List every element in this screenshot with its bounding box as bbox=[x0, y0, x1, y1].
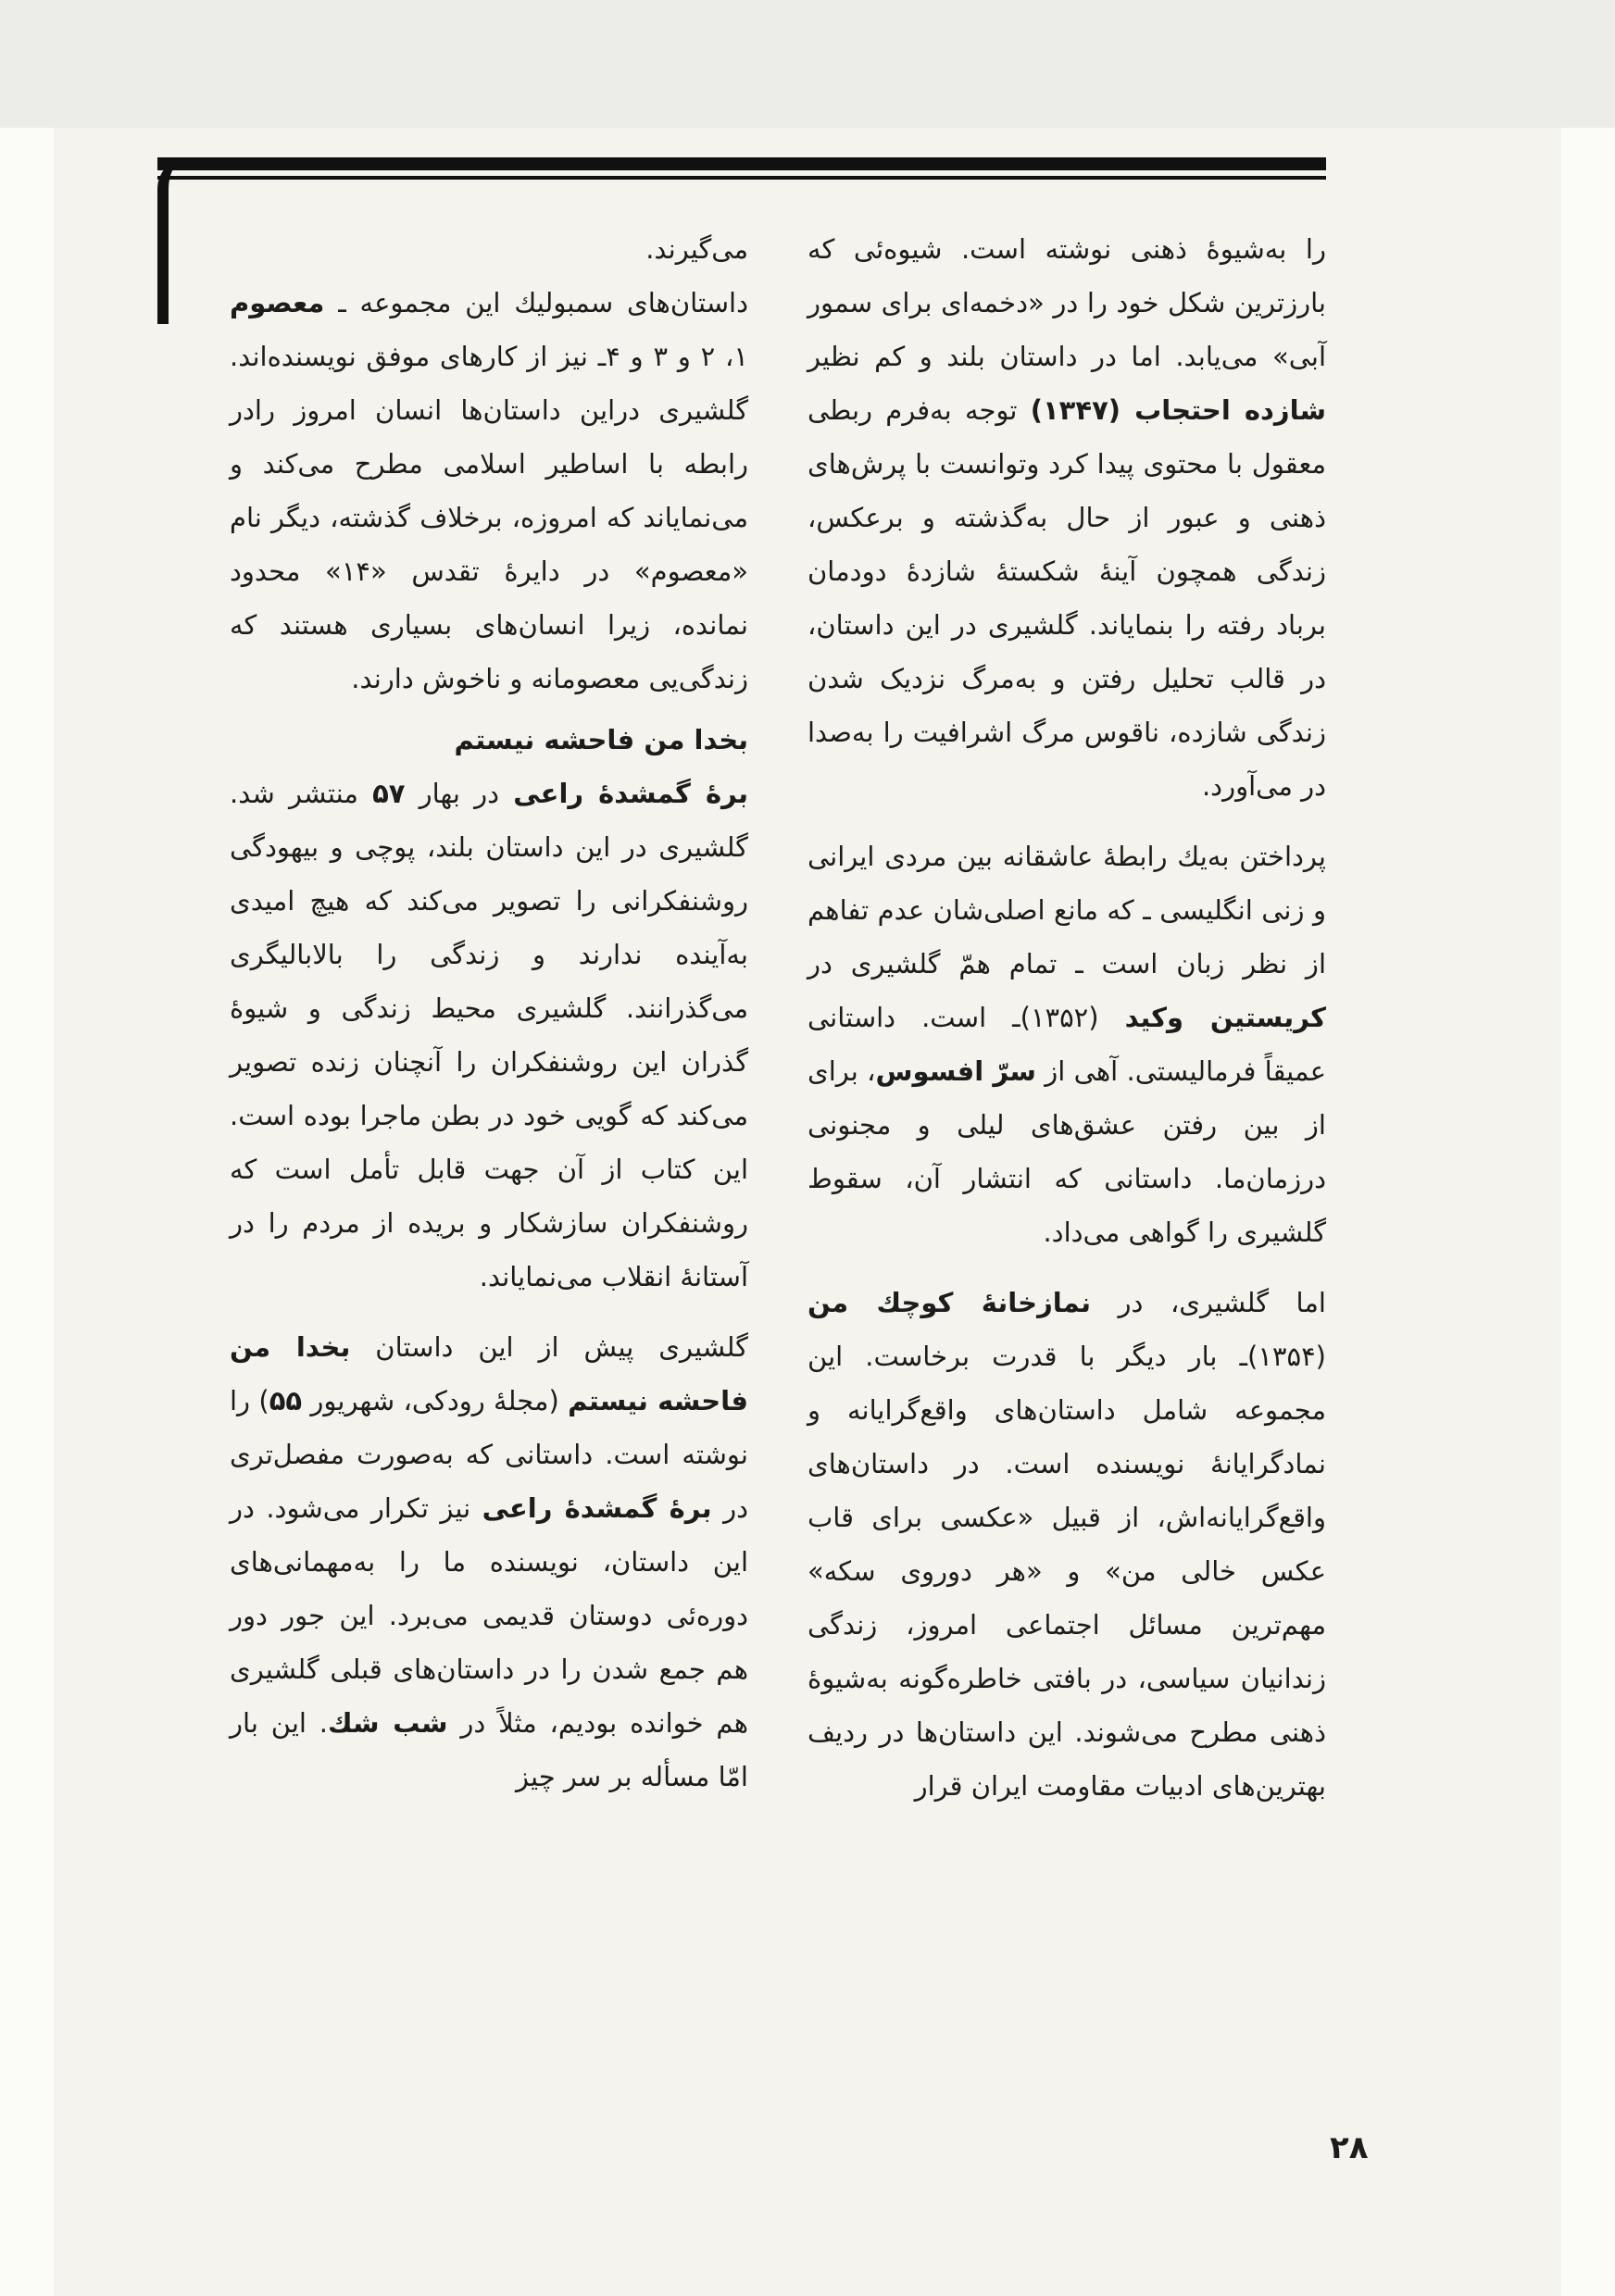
bold-title-run: سرّ افسوس bbox=[875, 1055, 1036, 1087]
right-paragraph-2 bbox=[808, 830, 1326, 1259]
bold-title-run: برهٔ گمشدهٔ راعی bbox=[513, 778, 748, 809]
page-number: ۲۸ bbox=[1330, 2129, 1369, 2166]
bold-title-run: نمازخانهٔ کوچك من bbox=[808, 1287, 1091, 1318]
text-run: اما گلشیری، در bbox=[1090, 1287, 1326, 1318]
text-run: . این بار امّا مسأله بر سر چیز bbox=[230, 1707, 748, 1792]
left-paragraph-4 bbox=[230, 1320, 748, 1803]
text-run: (۱۳۵۴)ـ بار دیگر با قدرت برخاست. این مجموعه شامل داستان‌های واقع‌گرایانه و نمادگرایانهٔ نویسنده است. در داستان‌های واقع‌گرایانه‌اش، از قبیل «عکسی برای قاب عکس خالی من» و «هر دوروی سکه» مهم‌ترین مسائل اجتماعی امروز، زندگی زندانیان سیاسی، در بافتی خاطره‌گونه به‌شیوهٔ ذهنی مطرح می‌شوند. این داستان‌ها در ردیف بهترین‌های ادبیات مقاومت ایران قرار bbox=[808, 1341, 1326, 1802]
text-run: پرداختن به‌یك رابطهٔ عاشقانه بین مردی ایرانی و زنی انگلیسی ـ که مانع اصلی‌شان عدم تفاهم از نظر زبان است ـ تمام همّ گلشیری در bbox=[808, 841, 1326, 980]
bold-title-run: ۵۷ bbox=[372, 778, 406, 809]
text-run: ۱، ۲ و ۳ و ۴ـ نیز از کارهای موفق نویسنده‌اند. گلشیری دراین داستان‌ها انسان امروز رادر رابطه با اساطیر اسلامی مطرح می‌کند و می‌نمایاند که امروزه، برخلاف گذشته، دیگر نام «معصوم» در دایرهٔ تقدس «۱۴» محدود نمانده، زیرا انسان‌های بسیاری هستند که زندگی‌یی معصومانه و ناخوش دارند. bbox=[230, 341, 748, 694]
text-run: (مجلهٔ رودکی، شهریور bbox=[302, 1385, 569, 1416]
section-heading: بخدا من فاحشه نیستم bbox=[454, 724, 748, 755]
left-paragraph-2 bbox=[230, 276, 748, 705]
right-paragraph-1 bbox=[808, 222, 1326, 813]
header-rule-thin bbox=[157, 176, 1326, 180]
text-run: می‌گیرند. bbox=[645, 233, 748, 265]
right-paragraph-3 bbox=[808, 1276, 1326, 1813]
bold-title-run: ۵۵ bbox=[269, 1385, 303, 1416]
bold-title-run: شب شك bbox=[328, 1707, 448, 1739]
text-run: در بهار bbox=[405, 778, 514, 809]
text-run: (۱۳۵۲)ـ است. داستانی عمیقاً فرمالیستی. آهی از bbox=[808, 1002, 1326, 1087]
left-column bbox=[230, 222, 748, 1803]
text-run: ) را نوشته است. داستانی که به‌صورت مفصل‌تری در bbox=[230, 1385, 749, 1524]
text-run: گلشیری پیش از این داستان bbox=[350, 1331, 748, 1363]
right-column bbox=[808, 222, 1326, 1813]
left-paragraph-3 bbox=[230, 767, 748, 1304]
text-run: را به‌شیوهٔ ذهنی نوشته است. شیوه‌ئی که بارزترین شکل خود را در «دخمه‌ای برای سمور آبی» می‌یابد. اما در داستان بلند و کم نظیر bbox=[808, 233, 1326, 372]
text-run: داستان‌های سمبولیك این مجموعه ـ bbox=[324, 287, 748, 318]
text-run: ، برای از بین رفتن عشق‌های لیلی و مجنونی درزمان‌ما. داستانی که انتشار آن، سقوط گلشیری را گواهی می‌داد. bbox=[808, 1055, 1326, 1248]
left-paragraph-1 bbox=[230, 222, 748, 276]
bold-title-run: بخدا من فاحشه نیستم bbox=[230, 1331, 749, 1416]
scan-top-edge bbox=[0, 0, 1615, 128]
text-run: نیز تکرار می‌شود. در این داستان، نویسنده ما را به‌مهمانی‌های دوره‌ئی دوستان قدیمی می‌برد. این جور دور هم جمع شدن را در داستان‌های قبلی گلشیری هم خوانده بودیم، مثلاً در bbox=[230, 1492, 748, 1739]
header-rule-thick bbox=[157, 157, 1326, 170]
text-run: توجه به‌فرم ربطی معقول با محتوی پیدا کرد وتوانست با پرش‌های ذهنی و عبور از حال به‌گذشته و برعکس، زندگی همچون آینهٔ شکستهٔ شازدهٔ دودمان برباد رفته را بنمایاند. گلشیری در این داستان، در قالب تحلیل رفتن و به‌مرگ نزدیک شدن زندگی شازده، ناقوس مرگ اشرافیت را به‌صدا در می‌آورد. bbox=[808, 394, 1326, 802]
bold-title-run: معصوم bbox=[230, 287, 325, 318]
bold-title-run: کریستین وکید bbox=[1124, 1002, 1326, 1033]
text-run: منتشر شد. گلشیری در این داستان بلند، پوچی و بیهودگی روشنفکرانی را تصویر می‌کند که هیچ امیدی به‌آینده ندارند و زندگی را بالابالیگری می‌گذرانند. گلشیری محیط زندگی و شیوهٔ گذران این روشنفکران را آنچنان زنده تصویر می‌کند که گویی خود در بطن ماجرا بوده است. این کتاب از آن جهت قابل تأمل است که روشنفکران سازشکار و بریده از مردم را در آستانهٔ انقلاب می‌نمایاند. bbox=[230, 778, 748, 1292]
header-corner-bracket bbox=[157, 157, 189, 324]
bold-title-run: برهٔ گمشدهٔ راعی bbox=[482, 1492, 712, 1524]
bold-title-run: شازده احتجاب (۱۳۴۷) bbox=[1030, 394, 1326, 426]
